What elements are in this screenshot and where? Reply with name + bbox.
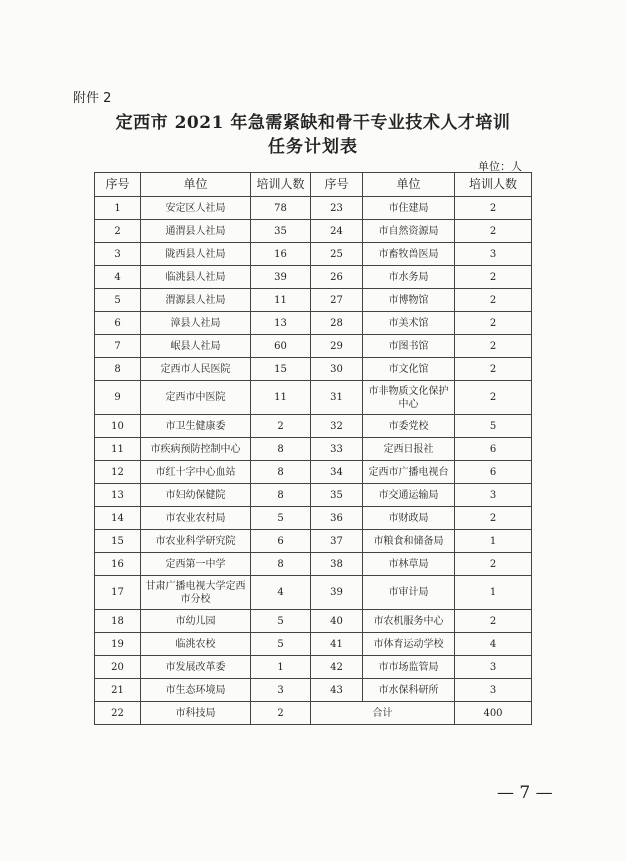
cell-seq: 22 [95, 702, 141, 725]
cell-unit: 市美术馆 [363, 312, 455, 335]
cell-seq: 30 [311, 358, 363, 381]
table-row [95, 243, 532, 266]
cell-seq: 5 [95, 289, 141, 312]
cell-count: 5 [251, 507, 311, 530]
cell-count: 3 [455, 656, 532, 679]
table-row [95, 484, 532, 507]
table-row [95, 335, 532, 358]
cell-count: 2 [455, 358, 532, 381]
table-header-row [95, 173, 532, 197]
cell-unit: 临洮农校 [141, 633, 251, 656]
cell-unit: 市林草局 [363, 553, 455, 576]
cell-count: 2 [455, 312, 532, 335]
cell-unit: 市幼儿园 [141, 610, 251, 633]
cell-count: 2 [251, 702, 311, 725]
total-label: 合计 [311, 702, 455, 725]
cell-unit: 市自然资源局 [363, 220, 455, 243]
cell-unit: 市非物质文化保护中心 [363, 381, 455, 415]
cell-unit: 市发展改革委 [141, 656, 251, 679]
document-title-line1: 定西市 2021 年急需紧缺和骨干专业技术人才培训 [115, 113, 511, 133]
cell-seq: 16 [95, 553, 141, 576]
table-row [95, 679, 532, 702]
total-value: 400 [455, 702, 532, 725]
cell-seq: 26 [311, 266, 363, 289]
cell-seq: 21 [95, 679, 141, 702]
table-row [95, 576, 532, 610]
cell-unit: 定西市中医院 [141, 381, 251, 415]
cell-unit: 市粮食和储备局 [363, 530, 455, 553]
cell-seq: 3 [95, 243, 141, 266]
cell-count: 2 [455, 220, 532, 243]
cell-seq: 17 [95, 576, 141, 610]
cell-count: 1 [455, 530, 532, 553]
cell-seq: 41 [311, 633, 363, 656]
cell-seq: 18 [95, 610, 141, 633]
cell-unit: 市市场监管局 [363, 656, 455, 679]
cell-unit: 市图书馆 [363, 335, 455, 358]
cell-unit: 定西日报社 [363, 438, 455, 461]
cell-unit: 市财政局 [363, 507, 455, 530]
cell-seq: 31 [311, 381, 363, 415]
cell-count: 78 [251, 197, 311, 220]
cell-unit: 市红十字中心血站 [141, 461, 251, 484]
cell-seq: 37 [311, 530, 363, 553]
cell-count: 2 [455, 381, 532, 415]
cell-seq: 8 [95, 358, 141, 381]
table-row [95, 266, 532, 289]
cell-seq: 28 [311, 312, 363, 335]
table-row [95, 530, 532, 553]
cell-unit: 市审计局 [363, 576, 455, 610]
table-row [95, 656, 532, 679]
table-row [95, 197, 532, 220]
cell-seq: 42 [311, 656, 363, 679]
cell-count: 39 [251, 266, 311, 289]
cell-unit: 渭源县人社局 [141, 289, 251, 312]
cell-seq: 35 [311, 484, 363, 507]
cell-count: 2 [455, 610, 532, 633]
cell-count: 3 [455, 243, 532, 266]
cell-count: 2 [455, 197, 532, 220]
cell-count: 5 [251, 633, 311, 656]
cell-count: 11 [251, 289, 311, 312]
cell-seq: 6 [95, 312, 141, 335]
cell-seq: 29 [311, 335, 363, 358]
cell-count: 8 [251, 438, 311, 461]
cell-seq: 19 [95, 633, 141, 656]
table-row [95, 610, 532, 633]
cell-unit: 定西市广播电视台 [363, 461, 455, 484]
cell-unit: 陇西县人社局 [141, 243, 251, 266]
table-row [95, 553, 532, 576]
cell-seq: 20 [95, 656, 141, 679]
cell-unit: 市交通运输局 [363, 484, 455, 507]
cell-seq: 1 [95, 197, 141, 220]
cell-count: 6 [455, 438, 532, 461]
cell-count: 4 [251, 576, 311, 610]
training-plan-table [94, 172, 532, 725]
cell-count: 3 [455, 484, 532, 507]
attachment-label: 附件 2 [73, 91, 112, 106]
cell-seq: 4 [95, 266, 141, 289]
cell-unit: 市博物馆 [363, 289, 455, 312]
cell-unit: 市水保科研所 [363, 679, 455, 702]
cell-count: 6 [455, 461, 532, 484]
cell-unit: 市农机服务中心 [363, 610, 455, 633]
cell-unit: 市水务局 [363, 266, 455, 289]
cell-unit: 岷县人社局 [141, 335, 251, 358]
cell-unit: 通渭县人社局 [141, 220, 251, 243]
table-row [95, 289, 532, 312]
cell-count: 2 [455, 507, 532, 530]
cell-unit: 市科技局 [141, 702, 251, 725]
table-row [95, 461, 532, 484]
document-title-line2: 任务计划表 [268, 137, 358, 157]
cell-seq: 10 [95, 415, 141, 438]
cell-seq: 11 [95, 438, 141, 461]
cell-seq: 36 [311, 507, 363, 530]
cell-unit: 安定区人社局 [141, 197, 251, 220]
table-row [95, 633, 532, 656]
cell-count: 5 [251, 610, 311, 633]
cell-unit: 定西第一中学 [141, 553, 251, 576]
cell-count: 3 [455, 679, 532, 702]
cell-seq: 2 [95, 220, 141, 243]
cell-seq: 27 [311, 289, 363, 312]
cell-seq: 13 [95, 484, 141, 507]
header-seq-2: 序号 [311, 173, 363, 197]
page-number: — 7 — [497, 783, 553, 803]
cell-seq: 14 [95, 507, 141, 530]
cell-unit: 市农业科学研究院 [141, 530, 251, 553]
table-row [95, 358, 532, 381]
cell-count: 8 [251, 553, 311, 576]
cell-count: 15 [251, 358, 311, 381]
cell-unit: 市疾病预防控制中心 [141, 438, 251, 461]
cell-unit: 市住建局 [363, 197, 455, 220]
cell-unit: 市畜牧兽医局 [363, 243, 455, 266]
cell-unit: 定西市人民医院 [141, 358, 251, 381]
header-unit-2: 单位 [363, 173, 455, 197]
cell-count: 16 [251, 243, 311, 266]
table-row [95, 220, 532, 243]
cell-count: 4 [455, 633, 532, 656]
cell-count: 2 [251, 415, 311, 438]
cell-count: 60 [251, 335, 311, 358]
cell-unit: 市体育运动学校 [363, 633, 455, 656]
cell-seq: 38 [311, 553, 363, 576]
cell-seq: 43 [311, 679, 363, 702]
cell-count: 11 [251, 381, 311, 415]
cell-seq: 15 [95, 530, 141, 553]
header-count-2: 培训人数 [455, 173, 532, 197]
cell-count: 2 [455, 335, 532, 358]
cell-count: 1 [251, 656, 311, 679]
cell-seq: 12 [95, 461, 141, 484]
header-unit-1: 单位 [141, 173, 251, 197]
cell-unit: 市生态环境局 [141, 679, 251, 702]
cell-count: 2 [455, 289, 532, 312]
cell-count: 5 [455, 415, 532, 438]
cell-unit: 漳县人社局 [141, 312, 251, 335]
cell-seq: 25 [311, 243, 363, 266]
cell-seq: 34 [311, 461, 363, 484]
table-row [95, 507, 532, 530]
cell-seq: 7 [95, 335, 141, 358]
cell-count: 2 [455, 553, 532, 576]
table-row [95, 381, 532, 415]
header-count-1: 培训人数 [251, 173, 311, 197]
unit-note: 单位：人 [478, 160, 522, 173]
cell-unit: 市文化馆 [363, 358, 455, 381]
cell-count: 6 [251, 530, 311, 553]
cell-count: 8 [251, 484, 311, 507]
cell-unit: 市妇幼保健院 [141, 484, 251, 507]
table-row [95, 415, 532, 438]
cell-count: 1 [455, 576, 532, 610]
cell-count: 2 [455, 266, 532, 289]
table-row [95, 438, 532, 461]
cell-unit: 市卫生健康委 [141, 415, 251, 438]
cell-unit: 市农业农村局 [141, 507, 251, 530]
cell-seq: 33 [311, 438, 363, 461]
cell-unit: 甘肃广播电视大学定西市分校 [141, 576, 251, 610]
cell-count: 35 [251, 220, 311, 243]
cell-unit: 临洮县人社局 [141, 266, 251, 289]
cell-unit: 市委党校 [363, 415, 455, 438]
cell-seq: 9 [95, 381, 141, 415]
table-row [95, 312, 532, 335]
header-seq-1: 序号 [95, 173, 141, 197]
cell-count: 13 [251, 312, 311, 335]
table-row-last [95, 702, 532, 725]
cell-seq: 40 [311, 610, 363, 633]
cell-seq: 32 [311, 415, 363, 438]
cell-seq: 24 [311, 220, 363, 243]
cell-seq: 39 [311, 576, 363, 610]
cell-count: 8 [251, 461, 311, 484]
cell-count: 3 [251, 679, 311, 702]
cell-seq: 23 [311, 197, 363, 220]
